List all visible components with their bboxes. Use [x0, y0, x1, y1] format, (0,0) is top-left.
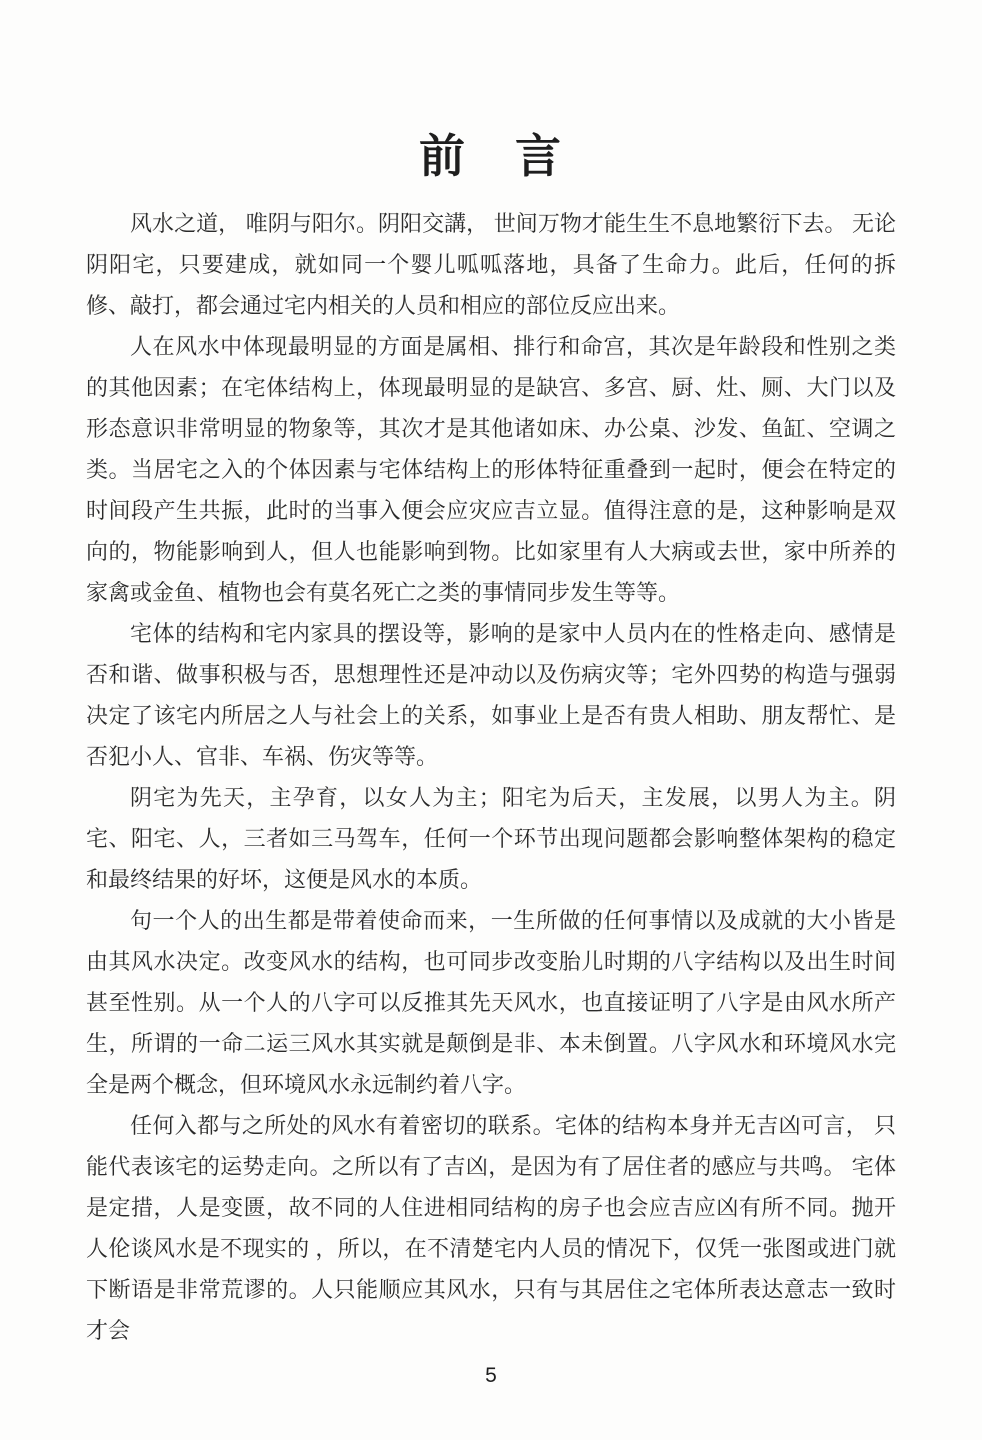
preface-body [86, 203, 896, 1351]
paragraph-6: 任何入都与之所处的风水有着密切的联系。宅体的结构本身并无吉凶可言， 只能代表该宅的运势走向。之所以有了吉凶，是因为有了居住者的感应与共鸣。 宅体是定措，人是变匮，故不同的人住进相同结构的房子也会应吉应凶有所不同。抛开人伦谈风水是不现实的 ，所以，在不清楚宅内人员的情况下，仅凭一张图或进门就下断语是非常荒谬的。人只能顺应其风水，只有与其居住之宅体所表达意志一致时才会 [86, 1112, 896, 1343]
paragraph-3: 宅体的结构和宅内家具的摆设等，影响的是家中人员内在的性格走向、感情是否和谐、做事积极与否，思想理性还是冲动以及伤病灾等；宅外四势的构造与强弱决定了该宅内所居之人与社会上的关系，如事业上是否有贵人相助、朋友帮忙、是否犯小人、官非、车祸、伤灾等等。 [86, 620, 896, 769]
paragraph-5: 句一个人的出生都是带着使命而来，一生所做的任何事情以及成就的大小皆是由其风水决定。改变风水的结构，也可同步改变胎儿时期的八字结构以及出生时间甚至性别。从一个人的八字可以反推其先天风水，也直接证明了八字是由风水所产生，所谓的一命二运三风水其实就是颠倒是非、本未倒置。八字风水和环境风水完全是两个概念，但环境风水永远制约着八字。 [86, 907, 896, 1097]
paragraph-1: 风水之道， 唯阴与阳尔。阴阳交講， 世间万物才能生生不息地繁衍下去。 无论阴阳宅，只要建成，就如同一个婴儿呱呱落地，具备了生命力。此后，任何的拆修、敲打，都会通过宅内相关的人员和相应的部位反应出来。 [86, 210, 896, 318]
page-number: 5 [485, 1364, 497, 1387]
page-title: 前 言 [419, 131, 563, 182]
paragraph-2: 人在风水中体现最明显的方面是属相、排行和命宫，其次是年龄段和性别之类的其他因素；在宅体结构上，体现最明显的是缺宫、多宫、厨、灶、厕、大门以及形态意识非常明显的物象等，其次才是其他诸如床、办公桌、沙发、鱼缸、空调之类。当居宅之入的个体因素与宅体结构上的形体特征重叠到一起时，便会在特定的时间段产生共振，此时的当事入便会应灾应吉立显。值得注意的是，这种影响是双向的，物能影响到人，但人也能影响到物。比如家里有人大病或去世，家中所养的家禽或金鱼、植物也会有莫名死亡之类的事情同步发生等等。 [86, 333, 896, 605]
paragraph-4: 阴宅为先天，主孕育，以女人为主；阳宅为后天，主发展，以男人为主。阴宅、阳宅、人，三者如三马驾车，任何一个环节出现问题都会影响整体架构的稳定和最终结果的好坏，这便是风水的本质。 [86, 784, 896, 892]
